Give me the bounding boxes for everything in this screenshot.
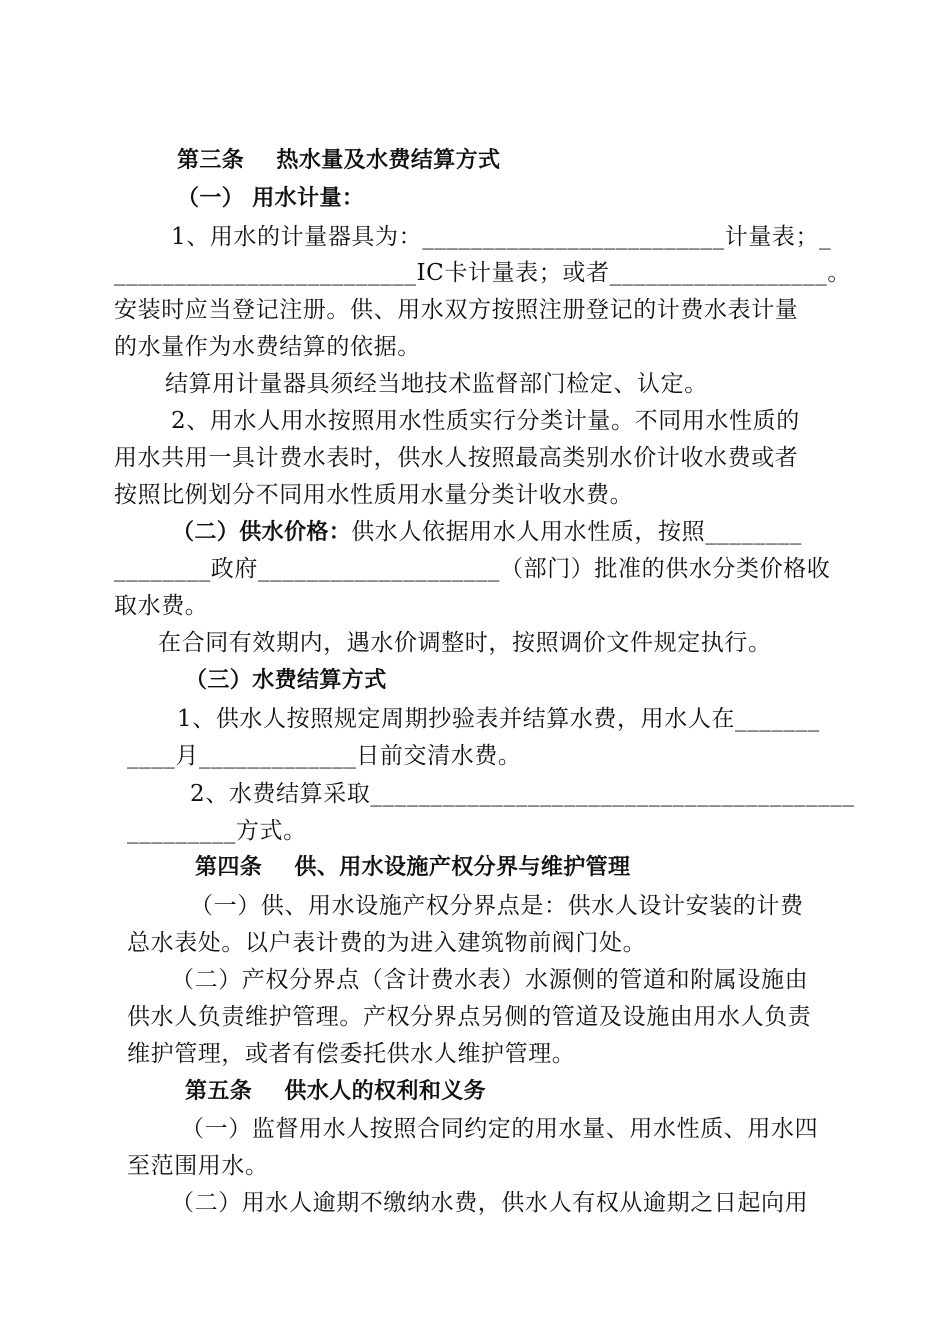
section-2-heading: （二）供水价格：: [172, 520, 352, 545]
paragraph-line: 按照比例划分不同用水性质用水量分类计收水费。: [114, 482, 634, 508]
paragraph-line: ____月_____________日前交清水费。: [127, 743, 522, 769]
paragraph-text: 供水人依据用水人用水性质，按照________: [351, 519, 803, 545]
article-3-heading: 第三条 热水量及水费结算方式: [177, 148, 501, 173]
section-1-heading: （一） 用水计量：: [177, 186, 365, 211]
paragraph-line: 总水表处。以户表计费的为进入建筑物前阀门处。: [127, 930, 647, 956]
article-4-heading: 第四条 供、用水设施产权分界与维护管理: [195, 855, 631, 880]
paragraph-line: 维护管理，或者有偿委托供水人维护管理。: [127, 1041, 576, 1067]
paragraph-line: 1、用水的计量器具为：_________________________计量表；_: [171, 224, 832, 250]
paragraph-line: （二）产权分界点（含计费水表）水源侧的管道和附属设施由: [171, 967, 809, 993]
paragraph-line: 供水人负责维护管理。产权分界点另侧的管道及设施由用水人负责: [127, 1004, 812, 1030]
paragraph-line: 2、用水人用水按照用水性质实行分类计量。不同用水性质的: [171, 408, 800, 434]
paragraph-line: 取水费。: [114, 593, 209, 619]
paragraph-line: （一）供、用水设施产权分界点是：供水人设计安装的计费: [190, 893, 804, 919]
paragraph-line: （一）监督用水人按照合同约定的用水量、用水性质、用水四: [181, 1116, 819, 1142]
paragraph-line: [172, 514, 802, 550]
paragraph-line: 安装时应当登记注册。供、用水双方按照注册登记的计费水表计量: [114, 297, 799, 323]
paragraph-line: 的水量作为水费结算的依据。: [114, 334, 421, 360]
paragraph-line: （二）用水人逾期不缴纳水费，供水人有权从逾期之日起向用: [171, 1190, 809, 1216]
paragraph-line: _________________________IC卡计量表；或者__________________。: [114, 260, 851, 286]
paragraph-line: 用水共用一具计费水表时，供水人按照最高类别水价计收水费或者: [114, 445, 799, 471]
section-3-heading: （三）水费结算方式: [185, 668, 387, 693]
paragraph-line: 1、供水人按照规定周期抄验表并结算水费，用水人在_______: [177, 706, 820, 732]
paragraph-line: ________政府____________________（部门）批准的供水分类价格收: [114, 556, 831, 582]
paragraph-line: 至范围用水。: [127, 1153, 269, 1179]
paragraph-line: 在合同有效期内，遇水价调整时，按照调价文件规定执行。: [158, 630, 772, 656]
paragraph-line: 结算用计量器具须经当地技术监督部门检定、认定。: [165, 371, 708, 397]
paragraph-line: _________方式。: [127, 818, 307, 844]
paragraph-line: 2、水费结算采取________________________________________: [190, 781, 855, 807]
article-5-heading: 第五条 供水人的权利和义务: [185, 1079, 487, 1104]
